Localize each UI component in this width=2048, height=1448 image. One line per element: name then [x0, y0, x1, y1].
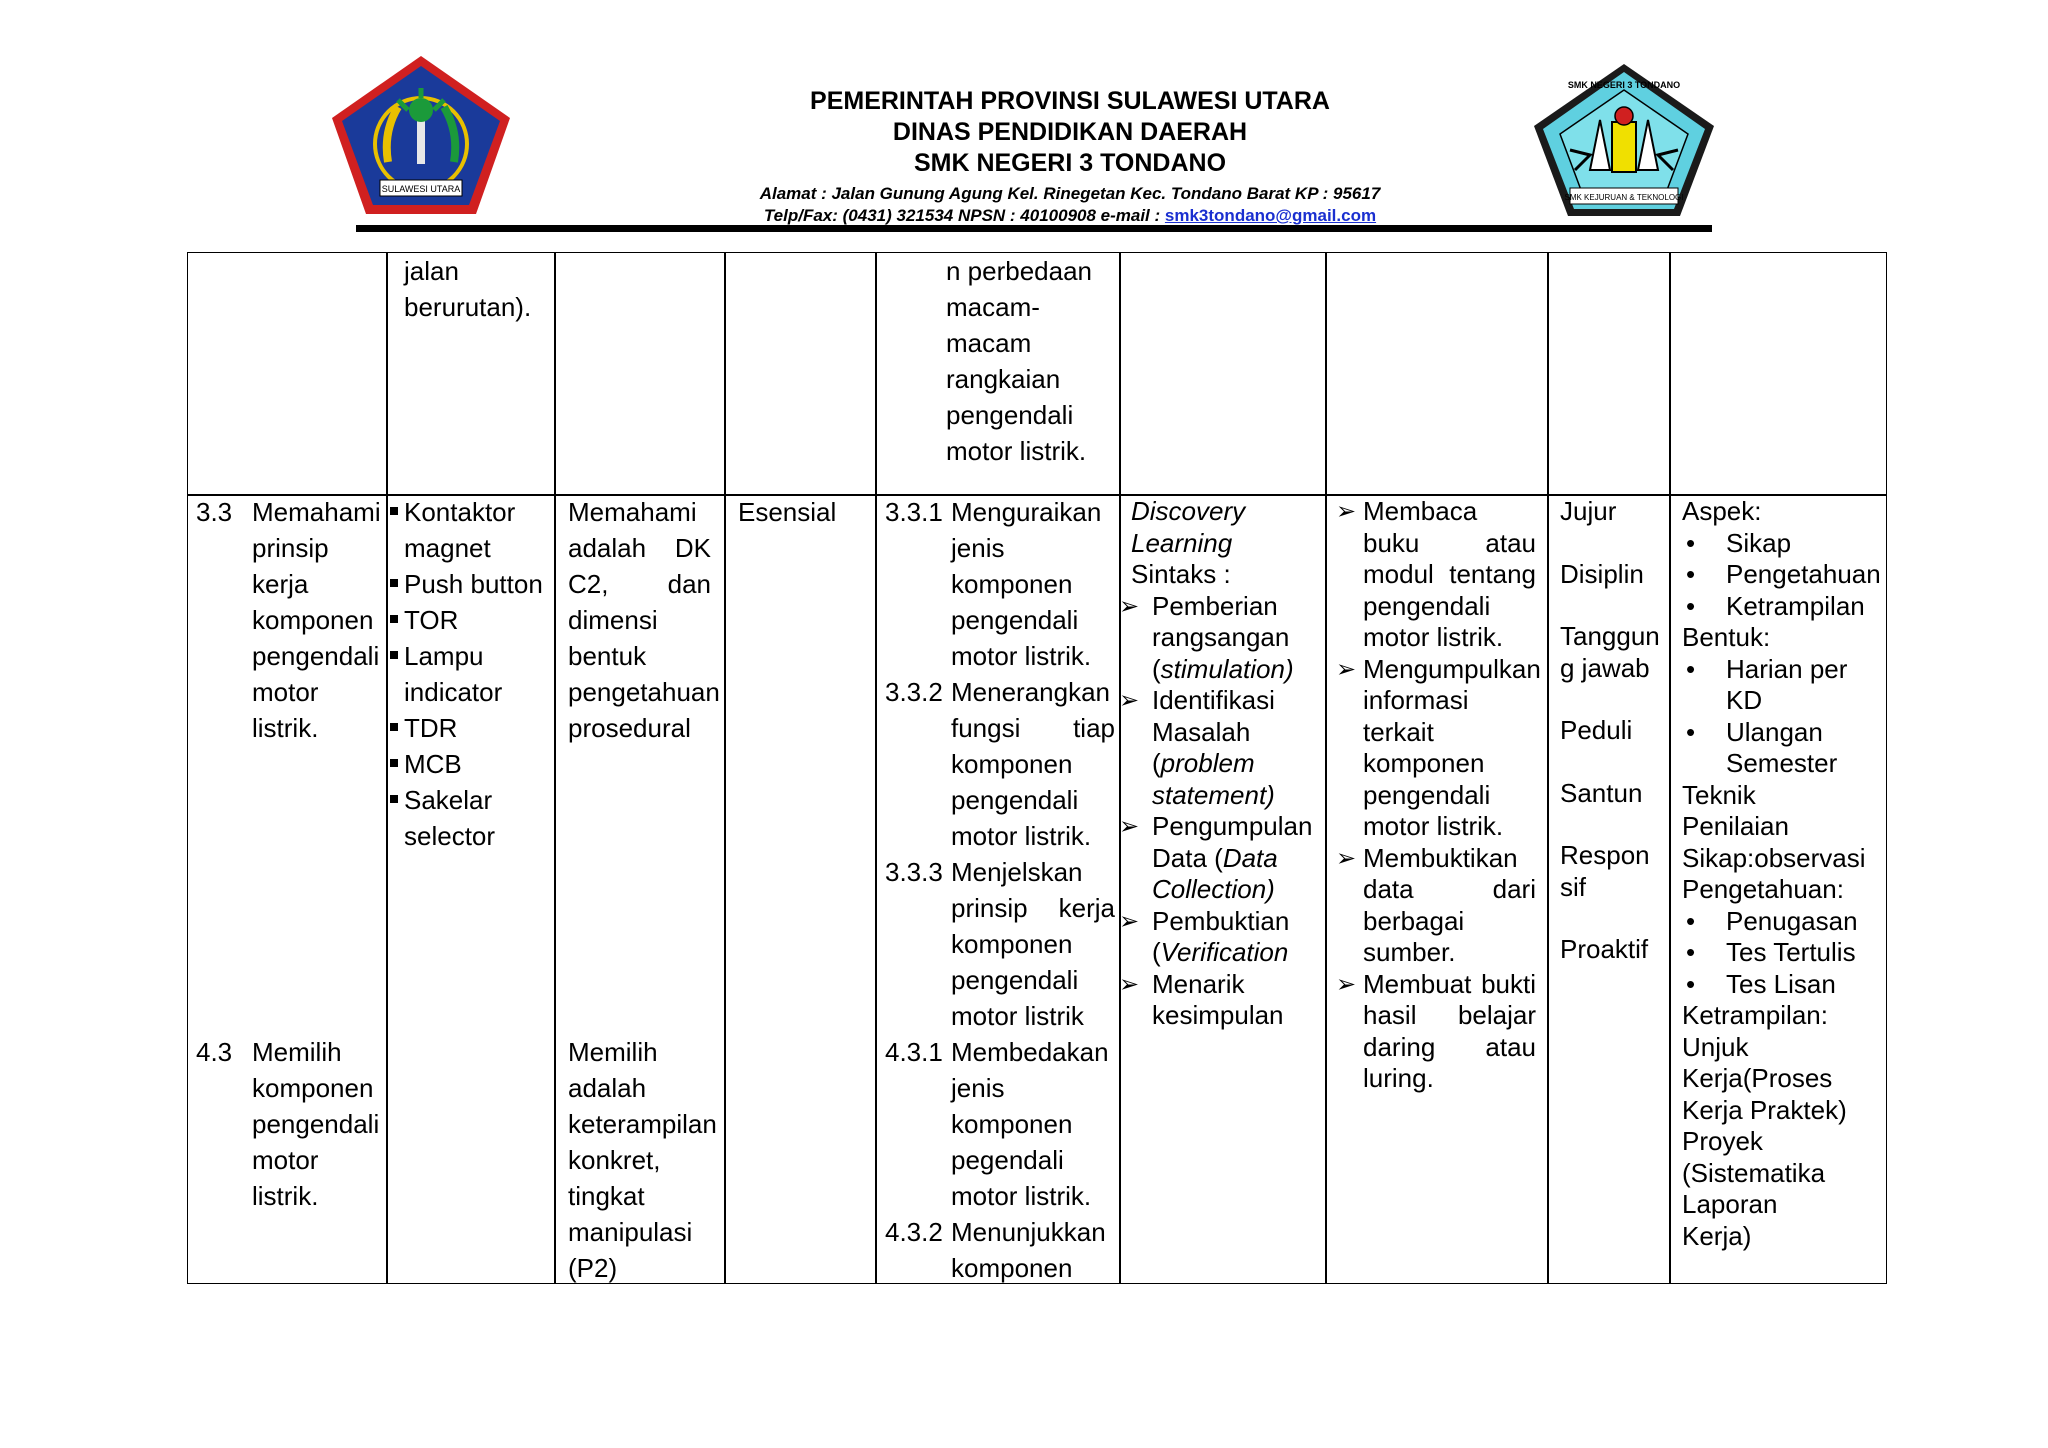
kegiatan-text: Membuktikan data dari berbagai sumber.: [1363, 842, 1536, 967]
col-divider: [1547, 253, 1549, 1283]
kd-text: Memahami prinsip kerja komponen pengendali motor listrik.: [252, 497, 381, 743]
right-logo-ring-text: SMK NEGERI 3 TONDANO: [1567, 80, 1681, 90]
teknik-label: Teknik Penilaian: [1682, 779, 1789, 841]
bentuk-list: [1682, 654, 1882, 780]
karakter-item: Tanggung jawab: [1560, 621, 1660, 683]
bentuk-item: • Harian per KD: [1682, 654, 1882, 717]
sintaks-step: [1119, 906, 1323, 969]
kd-item: [196, 494, 382, 746]
sintaks-step: [1119, 685, 1323, 811]
ipk-text: Menguraikan jenis komponen pengendali motor listrik.: [951, 497, 1102, 671]
ketrampilan-item: Unjuk Kerja(Proses Kerja Praktek): [1682, 1031, 1847, 1125]
sintaks-step: [1119, 591, 1323, 686]
ipk-text: Menjelskan prinsip kerja komponen pengendali motor listrik: [951, 857, 1115, 1031]
sintaks-step-text: Pengumpulan Data (: [1152, 811, 1313, 873]
karakter-item: Santun: [1560, 777, 1643, 808]
materi-item: Sakelar selector: [387, 782, 553, 854]
materi-item: Push button: [387, 566, 553, 602]
left-logo: [328, 52, 514, 218]
dimensi-keterampilan: Memilih adalah keterampilan konkret, tingkat manipulasi (P2): [568, 1037, 717, 1283]
aspek-list: [1682, 528, 1882, 623]
karakter-item: Peduli: [1560, 715, 1633, 745]
arrow-icon: ➢: [1119, 687, 1140, 714]
col-divider: [724, 253, 726, 1283]
pengetahuan-item: • Penugasan: [1682, 906, 1882, 938]
provincial-emblem-icon: [328, 52, 514, 218]
ipk-text: Menerangkan fungsi tiap komponen pengendali motor listrik.: [951, 677, 1115, 851]
kegiatan-item: [1328, 969, 1536, 1095]
email-link[interactable]: smk3tondano@gmail.com: [1164, 206, 1377, 225]
karakter-cell: [1560, 496, 1666, 966]
sintaks-step-text: Pemberian rangsangan (: [1152, 590, 1290, 684]
aspek-item: • Sikap: [1682, 528, 1882, 560]
letterhead-tel: [560, 205, 1580, 227]
left-logo-ribbon: SULAWESI UTARA: [381, 184, 461, 194]
sintaks-step: [1119, 811, 1323, 906]
tel-text: Telp/Fax: (0431) 321534 NPSN : 40100908 e-mail :: [763, 206, 1165, 225]
karakter-item: Jujur: [1560, 496, 1617, 526]
ipk-text: Menunjukkan komponen: [951, 1217, 1106, 1283]
sintaks-step: [1119, 969, 1323, 1032]
letterhead-line2: DINAS PENDIDIKAN DAERAH: [892, 118, 1248, 146]
continued-indikator: n perbedaan macam-macam rangkaian pengendali motor listrik.: [946, 256, 1093, 466]
sintaks-step-text: Menarik kesimpulan: [1152, 968, 1284, 1030]
bentuk-item: • Ulangan Semester: [1682, 717, 1882, 780]
model-cell: [1119, 496, 1323, 1032]
sintaks-step-text: Identifikasi Masalah (: [1152, 685, 1275, 778]
ketrampilan-label: Ketrampilan:: [1682, 1000, 1828, 1030]
kategori: Esensial: [738, 497, 837, 527]
col-divider: [875, 253, 877, 1283]
continued-materi: jalan berurutan).: [404, 256, 532, 322]
aspek-item: • Pengetahuan: [1682, 559, 1882, 591]
sintaks-step-italic: stimulation): [1160, 653, 1294, 684]
bentuk-label: Bentuk:: [1682, 622, 1771, 652]
right-logo-ribbon: SMK KEJURUAN & TEKNOLOGI: [1564, 193, 1684, 202]
ipk-number: 3.3.2: [885, 677, 943, 707]
kd-list: [196, 494, 382, 1214]
kegiatan-item: [1328, 653, 1541, 843]
kegiatan-text: Membuat bukti hasil belajar daring atau luring.: [1363, 968, 1536, 1093]
arrow-icon: ➢: [1119, 970, 1140, 998]
pengetahuan-item: • Tes Lisan: [1682, 969, 1882, 1001]
col-divider: [554, 253, 556, 1283]
kd-item: [196, 1034, 382, 1214]
sintaks-step-text: Pembuktian (: [1152, 905, 1290, 967]
karakter-item: Responsif: [1560, 840, 1650, 902]
kd-number: 3.3: [196, 497, 233, 527]
kegiatan-text: Mengumpulkan informasi terkait komponen pengendali motor listrik.: [1363, 653, 1541, 841]
pengetahuan-label: Pengetahuan:: [1682, 874, 1844, 904]
sintaks-step-italic: Verification: [1160, 937, 1289, 967]
sintaks-list: [1119, 591, 1323, 1032]
ipk-item: [885, 1034, 1115, 1214]
ipk-list: [885, 494, 1115, 1286]
col-divider: [1325, 253, 1327, 1283]
kegiatan-list: [1328, 496, 1541, 1095]
arrow-icon: ➢: [1336, 844, 1357, 872]
model-title: Discovery Learning: [1131, 496, 1246, 558]
kd-number: 4.3: [196, 1037, 233, 1067]
materi-item: Kontaktor magnet: [387, 494, 553, 566]
karakter-item: Proaktif: [1560, 934, 1649, 964]
right-logo: [1530, 60, 1718, 220]
ipk-item: [885, 674, 1115, 854]
ketrampilan-item: Proyek (Sistematika Laporan Kerja): [1682, 1126, 1826, 1251]
ipk-number: 3.3.1: [885, 497, 943, 527]
dimensi-pengetahuan: Memahami adalah DK C2, dan dimensi bentuk pengetahuan prosedural: [568, 497, 720, 743]
ipk-item: [885, 854, 1115, 1034]
arrow-icon: ➢: [1336, 970, 1357, 998]
ipk-number: 4.3.2: [885, 1217, 943, 1247]
letterhead-line3: SMK NEGERI 3 TONDANO: [913, 149, 1227, 177]
arrow-icon: ➢: [1119, 907, 1140, 935]
letterhead-line1: PEMERINTAH PROVINSI SULAWESI UTARA: [810, 87, 1330, 115]
materi-item: Lampu indicator: [387, 638, 553, 710]
ipk-text: Membedakan jenis komponen pegendali motor listrik.: [951, 1037, 1109, 1211]
karakter-item: Disiplin: [1560, 558, 1644, 589]
ipk-number: 4.3.1: [885, 1037, 943, 1067]
kegiatan-item: [1328, 843, 1536, 969]
pengetahuan-item: • Tes Tertulis: [1682, 937, 1882, 969]
kegiatan-text: Membaca buku atau modul tentang pengendali motor listrik.: [1363, 496, 1536, 652]
letterhead-address: Alamat : Jalan Gunung Agung Kel. Rinegetan Kec. Tondano Barat KP : 95617: [759, 184, 1381, 203]
ipk-item: [885, 494, 1115, 674]
aspek-item: • Ketrampilan: [1682, 591, 1882, 623]
arrow-icon: ➢: [1119, 813, 1140, 840]
sikap-text: Sikap:observasi: [1682, 842, 1866, 873]
letterhead-rule: [356, 225, 1712, 232]
kegiatan-cell: [1328, 496, 1541, 1095]
ipk-item: [885, 1214, 1115, 1286]
materi-item: TOR: [387, 602, 553, 638]
sintaks-step-italic: Data Collection): [1152, 842, 1278, 904]
sintaks-step-italic: problem statement): [1152, 748, 1275, 810]
kegiatan-item: [1328, 496, 1536, 654]
col-divider: [1669, 253, 1671, 1283]
letterhead-text: [560, 86, 1580, 227]
aspek-label: Aspek:: [1682, 496, 1762, 526]
syllabus-table: [187, 252, 1887, 1284]
school-emblem-icon: [1530, 60, 1718, 220]
arrow-icon: ➢: [1336, 498, 1357, 525]
materi-list: [387, 494, 553, 854]
ipk-number: 3.3.3: [885, 857, 943, 887]
pengetahuan-list: [1682, 906, 1882, 1001]
sintaks-label: Sintaks :: [1131, 559, 1231, 589]
arrow-icon: ➢: [1336, 655, 1357, 683]
penilaian-cell: [1682, 496, 1882, 1252]
materi-item: TDR: [387, 710, 553, 746]
kd-text: Memilih komponen pengendali motor listrik.: [252, 1037, 380, 1211]
materi-list-cell: [387, 494, 553, 854]
arrow-icon: ➢: [1119, 592, 1140, 620]
materi-item: MCB: [387, 746, 553, 782]
